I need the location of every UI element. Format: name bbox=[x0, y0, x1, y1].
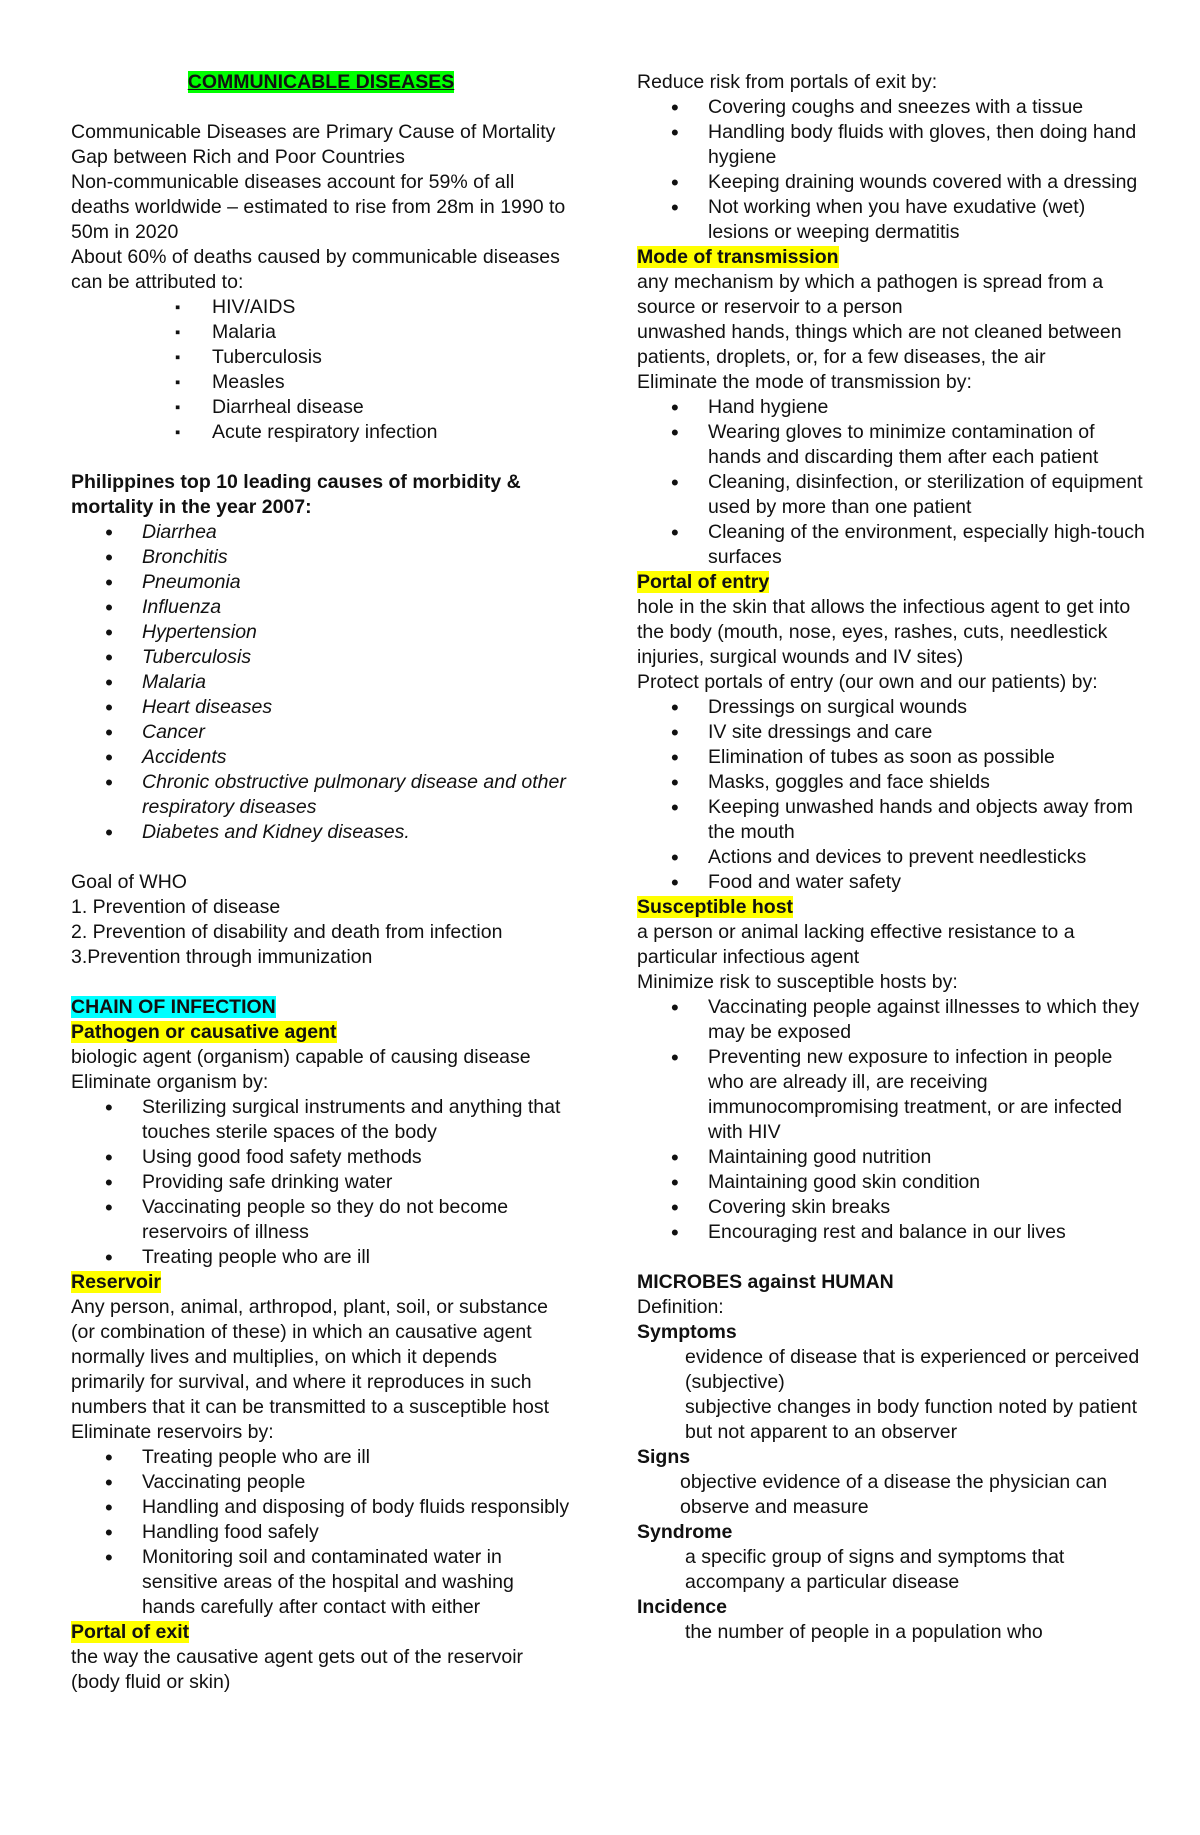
host-definition: a person or animal lacking effective resistance to a particular infectious agent bbox=[637, 921, 1075, 968]
list-item: • Influenza bbox=[71, 595, 571, 620]
signs-heading: Signs bbox=[637, 1446, 691, 1468]
mode-definition-examples: unwashed hands, things which are not cleaned between patients, droplets, or, for a few diseases, the air bbox=[637, 321, 1122, 368]
exit-list bbox=[637, 95, 1147, 245]
entry-list bbox=[637, 695, 1147, 895]
list-item: • Hypertension bbox=[71, 620, 571, 645]
document-title: COMMUNICABLE DISEASES bbox=[187, 71, 455, 93]
susceptible-host-heading: Susceptible host bbox=[637, 896, 794, 918]
list-item: • Maintaining good nutrition bbox=[637, 1145, 1147, 1170]
list-item: • Covering coughs and sneezes with a tissue bbox=[637, 95, 1147, 120]
entry-intro: Protect portals of entry (our own and our patients) by: bbox=[637, 671, 1098, 693]
list-item: • Treating people who are ill bbox=[71, 1245, 571, 1270]
list-item: • Masks, goggles and face shields bbox=[637, 770, 1147, 795]
symptoms-heading: Symptoms bbox=[637, 1321, 737, 1343]
list-item: • Cancer bbox=[71, 720, 571, 745]
list-item: • Vaccinating people so they do not become reservoirs of illness bbox=[71, 1195, 571, 1245]
list-item: • Keeping draining wounds covered with a dressing bbox=[637, 170, 1147, 195]
list-item: • Malaria bbox=[71, 670, 571, 695]
pathogen-list bbox=[71, 1095, 571, 1270]
list-item: • Cleaning of the environment, especially high-touch surfaces bbox=[637, 520, 1147, 570]
list-item: ▪ Tuberculosis bbox=[71, 345, 571, 370]
pathogen-definition: biologic agent (organism) capable of causing disease bbox=[71, 1046, 531, 1068]
list-item: • Cleaning, disinfection, or sterilization of equipment used by more than one patient bbox=[637, 470, 1147, 520]
list-item: • Providing safe drinking water bbox=[71, 1170, 571, 1195]
signs-definition: observe and measure bbox=[680, 1496, 869, 1518]
host-list bbox=[637, 995, 1147, 1245]
reservoir-definition: Any person, animal, arthropod, plant, soil, or substance (or combination of these) in which an causative agent normally lives and multiplies, on which it depends primarily for survival, and where it reproduces in such numbers that it can be transmitted to a susceptible host bbox=[71, 1296, 550, 1418]
list-item: • Treating people who are ill bbox=[71, 1445, 571, 1470]
right-column bbox=[637, 70, 1147, 1645]
list-item: • Pneumonia bbox=[71, 570, 571, 595]
list-item: • Heart diseases bbox=[71, 695, 571, 720]
list-item: • Diabetes and Kidney diseases. bbox=[71, 820, 571, 845]
list-item: ▪ Malaria bbox=[71, 320, 571, 345]
mode-list bbox=[637, 395, 1147, 570]
list-item: • IV site dressings and care bbox=[637, 720, 1147, 745]
list-item: • Food and water safety bbox=[637, 870, 1147, 895]
who-goal: 2. Prevention of disability and death from infection bbox=[71, 921, 503, 943]
pathogen-intro: Eliminate organism by: bbox=[71, 1071, 269, 1093]
list-item: • Not working when you have exudative (wet) lesions or weeping dermatitis bbox=[637, 195, 1147, 245]
attributed-diseases-list bbox=[71, 295, 571, 445]
list-item: • Hand hygiene bbox=[637, 395, 1147, 420]
list-item: • Wearing gloves to minimize contamination of hands and discarding them after each patient bbox=[637, 420, 1147, 470]
list-item: • Tuberculosis bbox=[71, 645, 571, 670]
list-item: • Handling body fluids with gloves, then doing hand hygiene bbox=[637, 120, 1147, 170]
incidence-heading: Incidence bbox=[637, 1596, 727, 1618]
list-item: ▪ Diarrheal disease bbox=[71, 395, 571, 420]
syndrome-definition: a specific group of signs and symptoms that accompany a particular disease bbox=[685, 1546, 1065, 1593]
list-item: • Actions and devices to prevent needlesticks bbox=[637, 845, 1147, 870]
philippines-heading: Philippines top 10 leading causes of morbidity & mortality in the year 2007: bbox=[71, 471, 521, 518]
portal-of-exit-definition: the way the causative agent gets out of the reservoir (body fluid or skin) bbox=[71, 1646, 524, 1693]
left-column bbox=[71, 70, 571, 1695]
pathogen-heading: Pathogen or causative agent bbox=[71, 1021, 337, 1043]
list-item: ▪ Measles bbox=[71, 370, 571, 395]
list-item: • Sterilizing surgical instruments and anything that touches sterile spaces of the body bbox=[71, 1095, 571, 1145]
symptoms-definition: evidence of disease that is experienced or perceived (subjective) bbox=[685, 1346, 1140, 1393]
portal-of-exit-heading: Portal of exit bbox=[71, 1621, 190, 1643]
list-item: • Diarrhea bbox=[71, 520, 571, 545]
intro-paragraph: About 60% of deaths caused by communicable diseases can be attributed to: bbox=[71, 246, 560, 293]
list-item: • Handling and disposing of body fluids responsibly bbox=[71, 1495, 571, 1520]
list-item: • Chronic obstructive pulmonary disease and other respiratory diseases bbox=[71, 770, 571, 820]
signs-definition: objective evidence of a disease the physician can bbox=[680, 1471, 1108, 1493]
reservoir-heading: Reservoir bbox=[71, 1271, 161, 1293]
list-item: • Covering skin breaks bbox=[637, 1195, 1147, 1220]
list-item: • Preventing new exposure to infection in people who are already ill, are receiving immunocompromising treatment, or are infected with HIV bbox=[637, 1045, 1147, 1145]
who-goal: 3.Prevention through immunization bbox=[71, 946, 373, 968]
chain-heading: CHAIN OF INFECTION bbox=[71, 996, 276, 1018]
list-item: • Elimination of tubes as soon as possible bbox=[637, 745, 1147, 770]
list-item: • Handling food safely bbox=[71, 1520, 571, 1545]
intro-paragraph: Communicable Diseases are Primary Cause of Mortality Gap between Rich and Poor Countries bbox=[71, 121, 556, 168]
incidence-definition: the number of people in a population who bbox=[685, 1621, 1043, 1643]
mode-intro: Eliminate the mode of transmission by: bbox=[637, 371, 972, 393]
definition-label: Definition: bbox=[637, 1296, 724, 1318]
exit-intro: Reduce risk from portals of exit by: bbox=[637, 71, 938, 93]
list-item: ▪ Acute respiratory infection bbox=[71, 420, 571, 445]
mode-definition: any mechanism by which a pathogen is spread from a source or reservoir to a person bbox=[637, 271, 1104, 318]
symptoms-definition: subjective changes in body function noted by patient but not apparent to an observer bbox=[685, 1396, 1138, 1443]
who-heading: Goal of WHO bbox=[71, 871, 187, 893]
microbes-heading: MICROBES against HUMAN bbox=[637, 1271, 894, 1293]
who-goal: 1. Prevention of disease bbox=[71, 896, 281, 918]
intro-paragraph: Non-communicable diseases account for 59% of all deaths worldwide – estimated to rise from 28m in 1990 to 50m in 2020 bbox=[71, 171, 566, 243]
list-item: • Dressings on surgical wounds bbox=[637, 695, 1147, 720]
reservoir-list bbox=[71, 1445, 571, 1620]
list-item: • Vaccinating people against illnesses to which they may be exposed bbox=[637, 995, 1147, 1045]
list-item: • Vaccinating people bbox=[71, 1470, 571, 1495]
philippines-causes-list bbox=[71, 520, 571, 845]
list-item: • Accidents bbox=[71, 745, 571, 770]
list-item: • Maintaining good skin condition bbox=[637, 1170, 1147, 1195]
portal-of-entry-heading: Portal of entry bbox=[637, 571, 770, 593]
reservoir-intro: Eliminate reservoirs by: bbox=[71, 1421, 274, 1443]
list-item: • Encouraging rest and balance in our lives bbox=[637, 1220, 1147, 1245]
syndrome-heading: Syndrome bbox=[637, 1521, 733, 1543]
list-item: • Bronchitis bbox=[71, 545, 571, 570]
list-item: • Keeping unwashed hands and objects away from the mouth bbox=[637, 795, 1147, 845]
list-item: • Using good food safety methods bbox=[71, 1145, 571, 1170]
host-intro: Minimize risk to susceptible hosts by: bbox=[637, 971, 958, 993]
mode-of-transmission-heading: Mode of transmission bbox=[637, 246, 839, 268]
list-item: ▪ HIV/AIDS bbox=[71, 295, 571, 320]
list-item: • Monitoring soil and contaminated water in sensitive areas of the hospital and washing hands carefully after contact with either bbox=[71, 1545, 571, 1620]
entry-definition: hole in the skin that allows the infectious agent to get into the body (mouth, nose, eyes, rashes, cuts, needlestick injuries, surgical wounds and IV sites) bbox=[637, 596, 1131, 668]
